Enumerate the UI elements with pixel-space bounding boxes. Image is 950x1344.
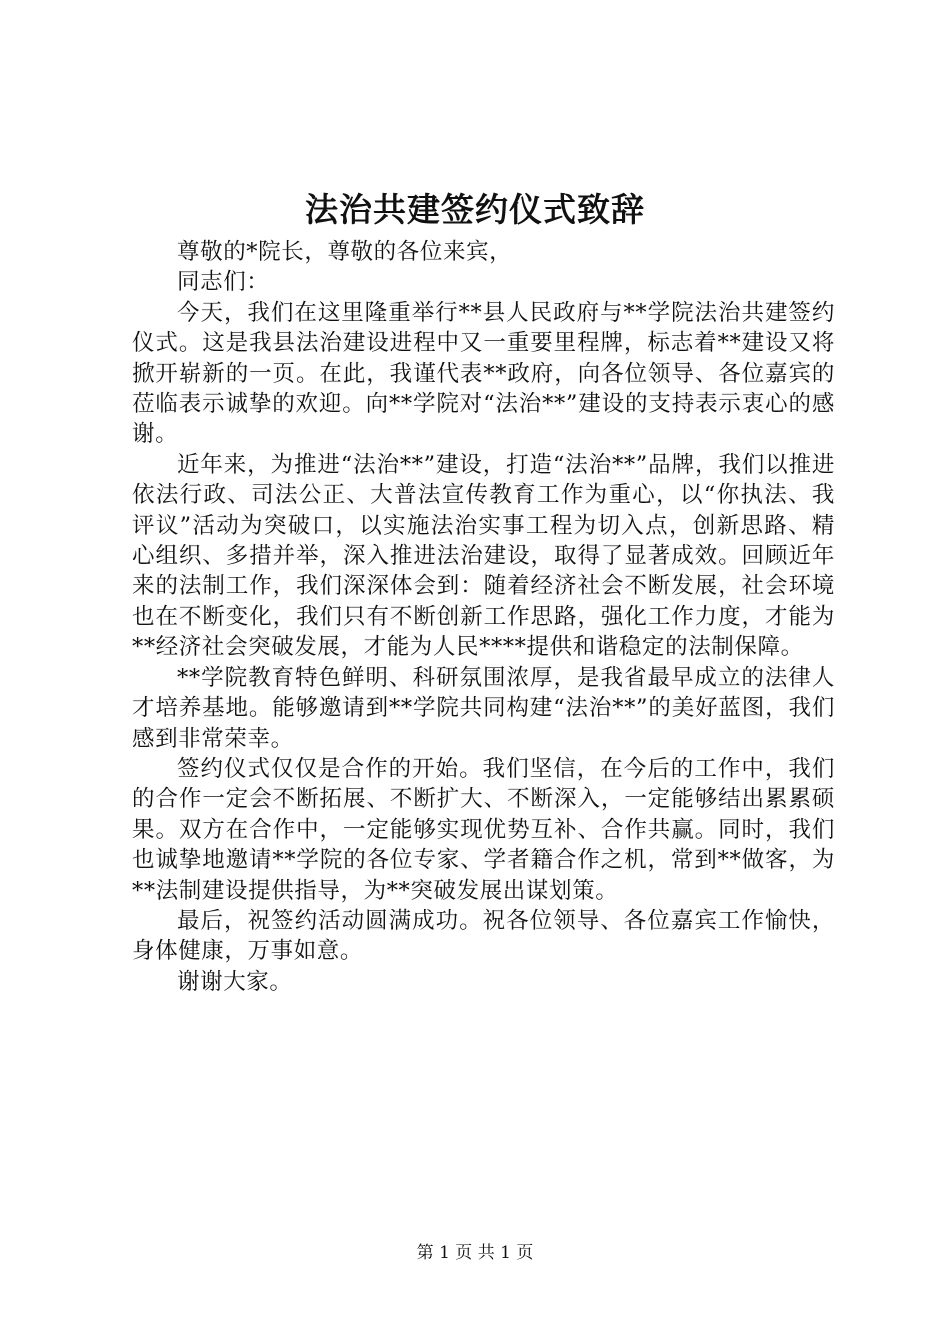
document-title: 法治共建签约仪式致辞: [305, 190, 645, 229]
document-body: [132, 237, 835, 997]
thanks-paragraph: 谢谢大家。: [177, 968, 293, 995]
body-paragraph: 近年来，为推进“法治**”建设，打造“法治**”品牌，我们以推进依法行政、司法公正、大普法宣传教育工作为重心，以“你执法、我评议”活动为突破口，以实施法治实事工程为切入点，创新思路、精心组织、多措并举，深入推进法治建设，取得了显著成效。回顾近年来的法制工作，我们深深体会到：随着经济社会不断发展，社会环境也在不断变化，我们只有不断创新工作思路，强化工作力度，才能为**经济社会突破发展，才能为人民****提供和谐稳定的法制保障。: [132, 451, 835, 661]
salutation-paragraph: 尊敬的*院长，尊敬的各位来宾，: [177, 239, 513, 265]
page-number-footer: 第 1 页 共 1 页: [416, 1243, 534, 1263]
closing-paragraph: 最后，祝签约活动圆满成功。祝各位领导、各位嘉宾工作愉快，身体健康，万事如意。: [132, 907, 835, 965]
body-paragraph: 今天，我们在这里隆重举行**县人民政府与**学院法治共建签约仪式。这是我县法治建设进程中又一重要里程牌，标志着**建设又将掀开崭新的一页。在此，我谨代表**政府，向各位领导、各位嘉宾的莅临表示诚挚的欢迎。向**学院对“法治**”建设的支持表示衷心的感谢。: [132, 299, 835, 448]
body-paragraph: **学院教育特色鲜明、科研氛围浓厚，是我省最早成立的法律人才培养基地。能够邀请到**学院共同构建“法治**”的美好蓝图，我们感到非常荣幸。: [132, 664, 835, 752]
body-paragraph: 签约仪式仅仅是合作的开始。我们坚信，在今后的工作中，我们的合作一定会不断拓展、不断扩大、不断深入，一定能够结出累累硕果。双方在合作中，一定能够实现优势互补、合作共赢。同时，我们也诚挚地邀请**学院的各位专家、学者籍合作之机，常到**做客，为**法制建设提供指导，为**突破发展出谋划策。: [132, 755, 835, 904]
salutation-comrades-paragraph: 同志们：: [177, 269, 270, 296]
